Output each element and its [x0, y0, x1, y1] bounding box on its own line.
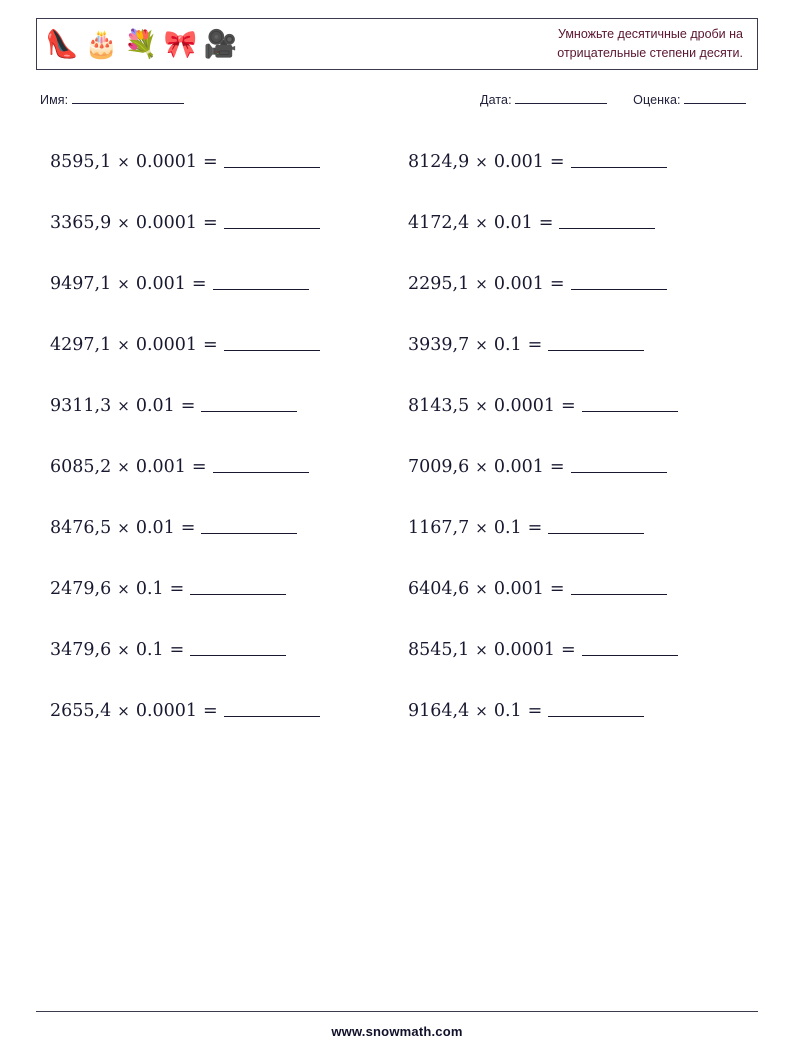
operand-a: 9311,3	[50, 395, 112, 416]
multiply-icon: ×	[117, 701, 130, 720]
problem-item	[394, 375, 744, 436]
problem-item	[36, 192, 386, 253]
date-field-group	[480, 92, 607, 107]
equals-sign: =	[169, 578, 185, 599]
high-heel-shoe-icon: 👠	[45, 28, 79, 59]
problem-item	[394, 253, 744, 314]
equals-sign: =	[527, 334, 543, 355]
equals-sign: =	[191, 456, 207, 477]
multiply-icon: ×	[117, 213, 130, 232]
operand-b: 0.0001	[135, 334, 198, 355]
problem-item	[36, 558, 386, 619]
operand-a: 1167,7	[408, 517, 470, 538]
answer-input[interactable]	[571, 155, 667, 168]
problem-item	[36, 619, 386, 680]
operand-a: 4172,4	[408, 212, 470, 233]
page-title-line2: отрицательные степени десяти.	[557, 46, 743, 60]
multiply-icon: ×	[475, 579, 488, 598]
equals-sign: =	[549, 273, 565, 294]
answer-input[interactable]	[224, 155, 320, 168]
problem-item	[36, 375, 386, 436]
operand-b: 0.1	[493, 334, 522, 355]
answer-input[interactable]	[548, 338, 644, 351]
multiply-icon: ×	[475, 335, 488, 354]
footer	[36, 1011, 758, 1039]
operand-a: 2655,4	[50, 700, 112, 721]
birthday-cake-icon: 🎂	[84, 28, 119, 59]
equals-sign: =	[203, 334, 218, 355]
operand-a: 3939,7	[408, 334, 470, 355]
operand-b: 0.0001	[135, 151, 198, 172]
operand-b: 0.001	[493, 456, 544, 477]
problem-item	[394, 558, 744, 619]
equals-sign: =	[549, 151, 565, 172]
operand-b: 0.01	[135, 517, 175, 538]
problem-item	[36, 253, 386, 314]
score-input[interactable]	[684, 92, 746, 104]
score-field-group	[633, 92, 746, 107]
answer-input[interactable]	[559, 216, 655, 229]
operand-a: 6085,2	[50, 456, 112, 477]
multiply-icon: ×	[117, 457, 130, 476]
answer-input[interactable]	[582, 643, 678, 656]
operand-a: 8124,9	[408, 151, 470, 172]
operand-b: 0.1	[135, 639, 164, 660]
operand-b: 0.0001	[135, 700, 198, 721]
operand-b: 0.001	[493, 578, 544, 599]
operand-b: 0.0001	[135, 212, 198, 233]
answer-input[interactable]	[213, 277, 309, 290]
answer-input[interactable]	[571, 277, 667, 290]
operand-a: 6404,6	[408, 578, 470, 599]
equals-sign: =	[549, 578, 565, 599]
operand-b: 0.001	[135, 456, 186, 477]
equals-sign: =	[180, 395, 196, 416]
problem-item	[36, 131, 386, 192]
equals-sign: =	[527, 517, 543, 538]
date-label: Дата:	[480, 93, 512, 107]
page-title	[237, 25, 757, 63]
problem-item	[36, 680, 386, 741]
equals-sign: =	[203, 212, 218, 233]
worksheet-header	[36, 18, 758, 70]
problem-item	[36, 436, 386, 497]
operand-b: 0.001	[135, 273, 186, 294]
operand-b: 0.1	[493, 700, 522, 721]
multiply-icon: ×	[117, 579, 130, 598]
problem-item	[394, 619, 744, 680]
multiply-icon: ×	[475, 518, 488, 537]
multiply-icon: ×	[117, 640, 130, 659]
equals-sign: =	[561, 639, 576, 660]
multiply-icon: ×	[117, 518, 130, 537]
operand-a: 2295,1	[408, 273, 470, 294]
equals-sign: =	[549, 456, 565, 477]
operand-a: 8545,1	[408, 639, 470, 660]
operand-a: 3365,9	[50, 212, 112, 233]
multiply-icon: ×	[117, 396, 130, 415]
answer-input[interactable]	[224, 338, 320, 351]
answer-input[interactable]	[213, 460, 309, 473]
multiply-icon: ×	[117, 274, 130, 293]
equals-sign: =	[527, 700, 543, 721]
multiply-icon: ×	[475, 701, 488, 720]
problem-item	[36, 314, 386, 375]
name-input[interactable]	[72, 92, 184, 104]
multiply-icon: ×	[475, 457, 488, 476]
page-title-line1: Умножьте десятичные дроби на	[557, 27, 743, 42]
answer-input[interactable]	[548, 704, 644, 717]
multiply-icon: ×	[475, 213, 488, 232]
answer-input[interactable]	[548, 521, 644, 534]
problem-item	[394, 192, 744, 253]
answer-input[interactable]	[201, 399, 297, 412]
multiply-icon: ×	[117, 335, 130, 354]
date-input[interactable]	[515, 92, 607, 104]
problem-item	[394, 436, 744, 497]
problem-item	[394, 314, 744, 375]
multiply-icon: ×	[475, 396, 488, 415]
equals-sign: =	[169, 639, 185, 660]
answer-input[interactable]	[224, 216, 320, 229]
operand-b: 0.001	[493, 151, 544, 172]
problem-item	[36, 497, 386, 558]
answer-input[interactable]	[224, 704, 320, 717]
operand-b: 0.01	[493, 212, 533, 233]
operand-b: 0.1	[135, 578, 164, 599]
multiply-icon: ×	[117, 152, 130, 171]
equals-sign: =	[538, 212, 554, 233]
operand-a: 8595,1	[50, 151, 112, 172]
operand-a: 4297,1	[50, 334, 112, 355]
answer-input[interactable]	[190, 582, 286, 595]
operand-a: 7009,6	[408, 456, 470, 477]
operand-a: 9497,1	[50, 273, 112, 294]
equals-sign: =	[191, 273, 207, 294]
operand-b: 0.1	[493, 517, 522, 538]
bow-tie-icon: 🎀	[163, 28, 198, 59]
name-field-group	[36, 92, 480, 107]
operand-b: 0.01	[135, 395, 175, 416]
equals-sign: =	[203, 151, 218, 172]
footer-divider	[36, 1011, 758, 1012]
equals-sign: =	[203, 700, 218, 721]
name-label: Имя:	[40, 93, 69, 107]
operand-a: 8476,5	[50, 517, 112, 538]
problem-item	[394, 131, 744, 192]
answer-input[interactable]	[571, 460, 667, 473]
header-icon-group	[37, 28, 238, 59]
answer-input[interactable]	[571, 582, 667, 595]
student-info-row	[36, 92, 758, 107]
operand-a: 8143,5	[408, 395, 470, 416]
problem-item	[394, 497, 744, 558]
operand-a: 3479,6	[50, 639, 112, 660]
operand-b: 0.0001	[493, 639, 556, 660]
equals-sign: =	[561, 395, 576, 416]
answer-input[interactable]	[190, 643, 286, 656]
answer-input[interactable]	[201, 521, 297, 534]
problem-grid	[36, 131, 758, 741]
multiply-icon: ×	[475, 640, 488, 659]
multiply-icon: ×	[475, 152, 488, 171]
score-label: Оценка:	[633, 93, 681, 107]
footer-site-link[interactable]: www.snowmath.com	[331, 1024, 463, 1039]
date-score-group	[480, 92, 746, 107]
operand-a: 9164,4	[408, 700, 470, 721]
operand-a: 2479,6	[50, 578, 112, 599]
answer-input[interactable]	[582, 399, 678, 412]
movie-camera-icon: 🎥	[203, 28, 238, 59]
bouquet-icon: 💐	[124, 28, 158, 59]
problem-item	[394, 680, 744, 741]
operand-b: 0.001	[493, 273, 544, 294]
equals-sign: =	[180, 517, 196, 538]
operand-b: 0.0001	[493, 395, 556, 416]
multiply-icon: ×	[475, 274, 488, 293]
